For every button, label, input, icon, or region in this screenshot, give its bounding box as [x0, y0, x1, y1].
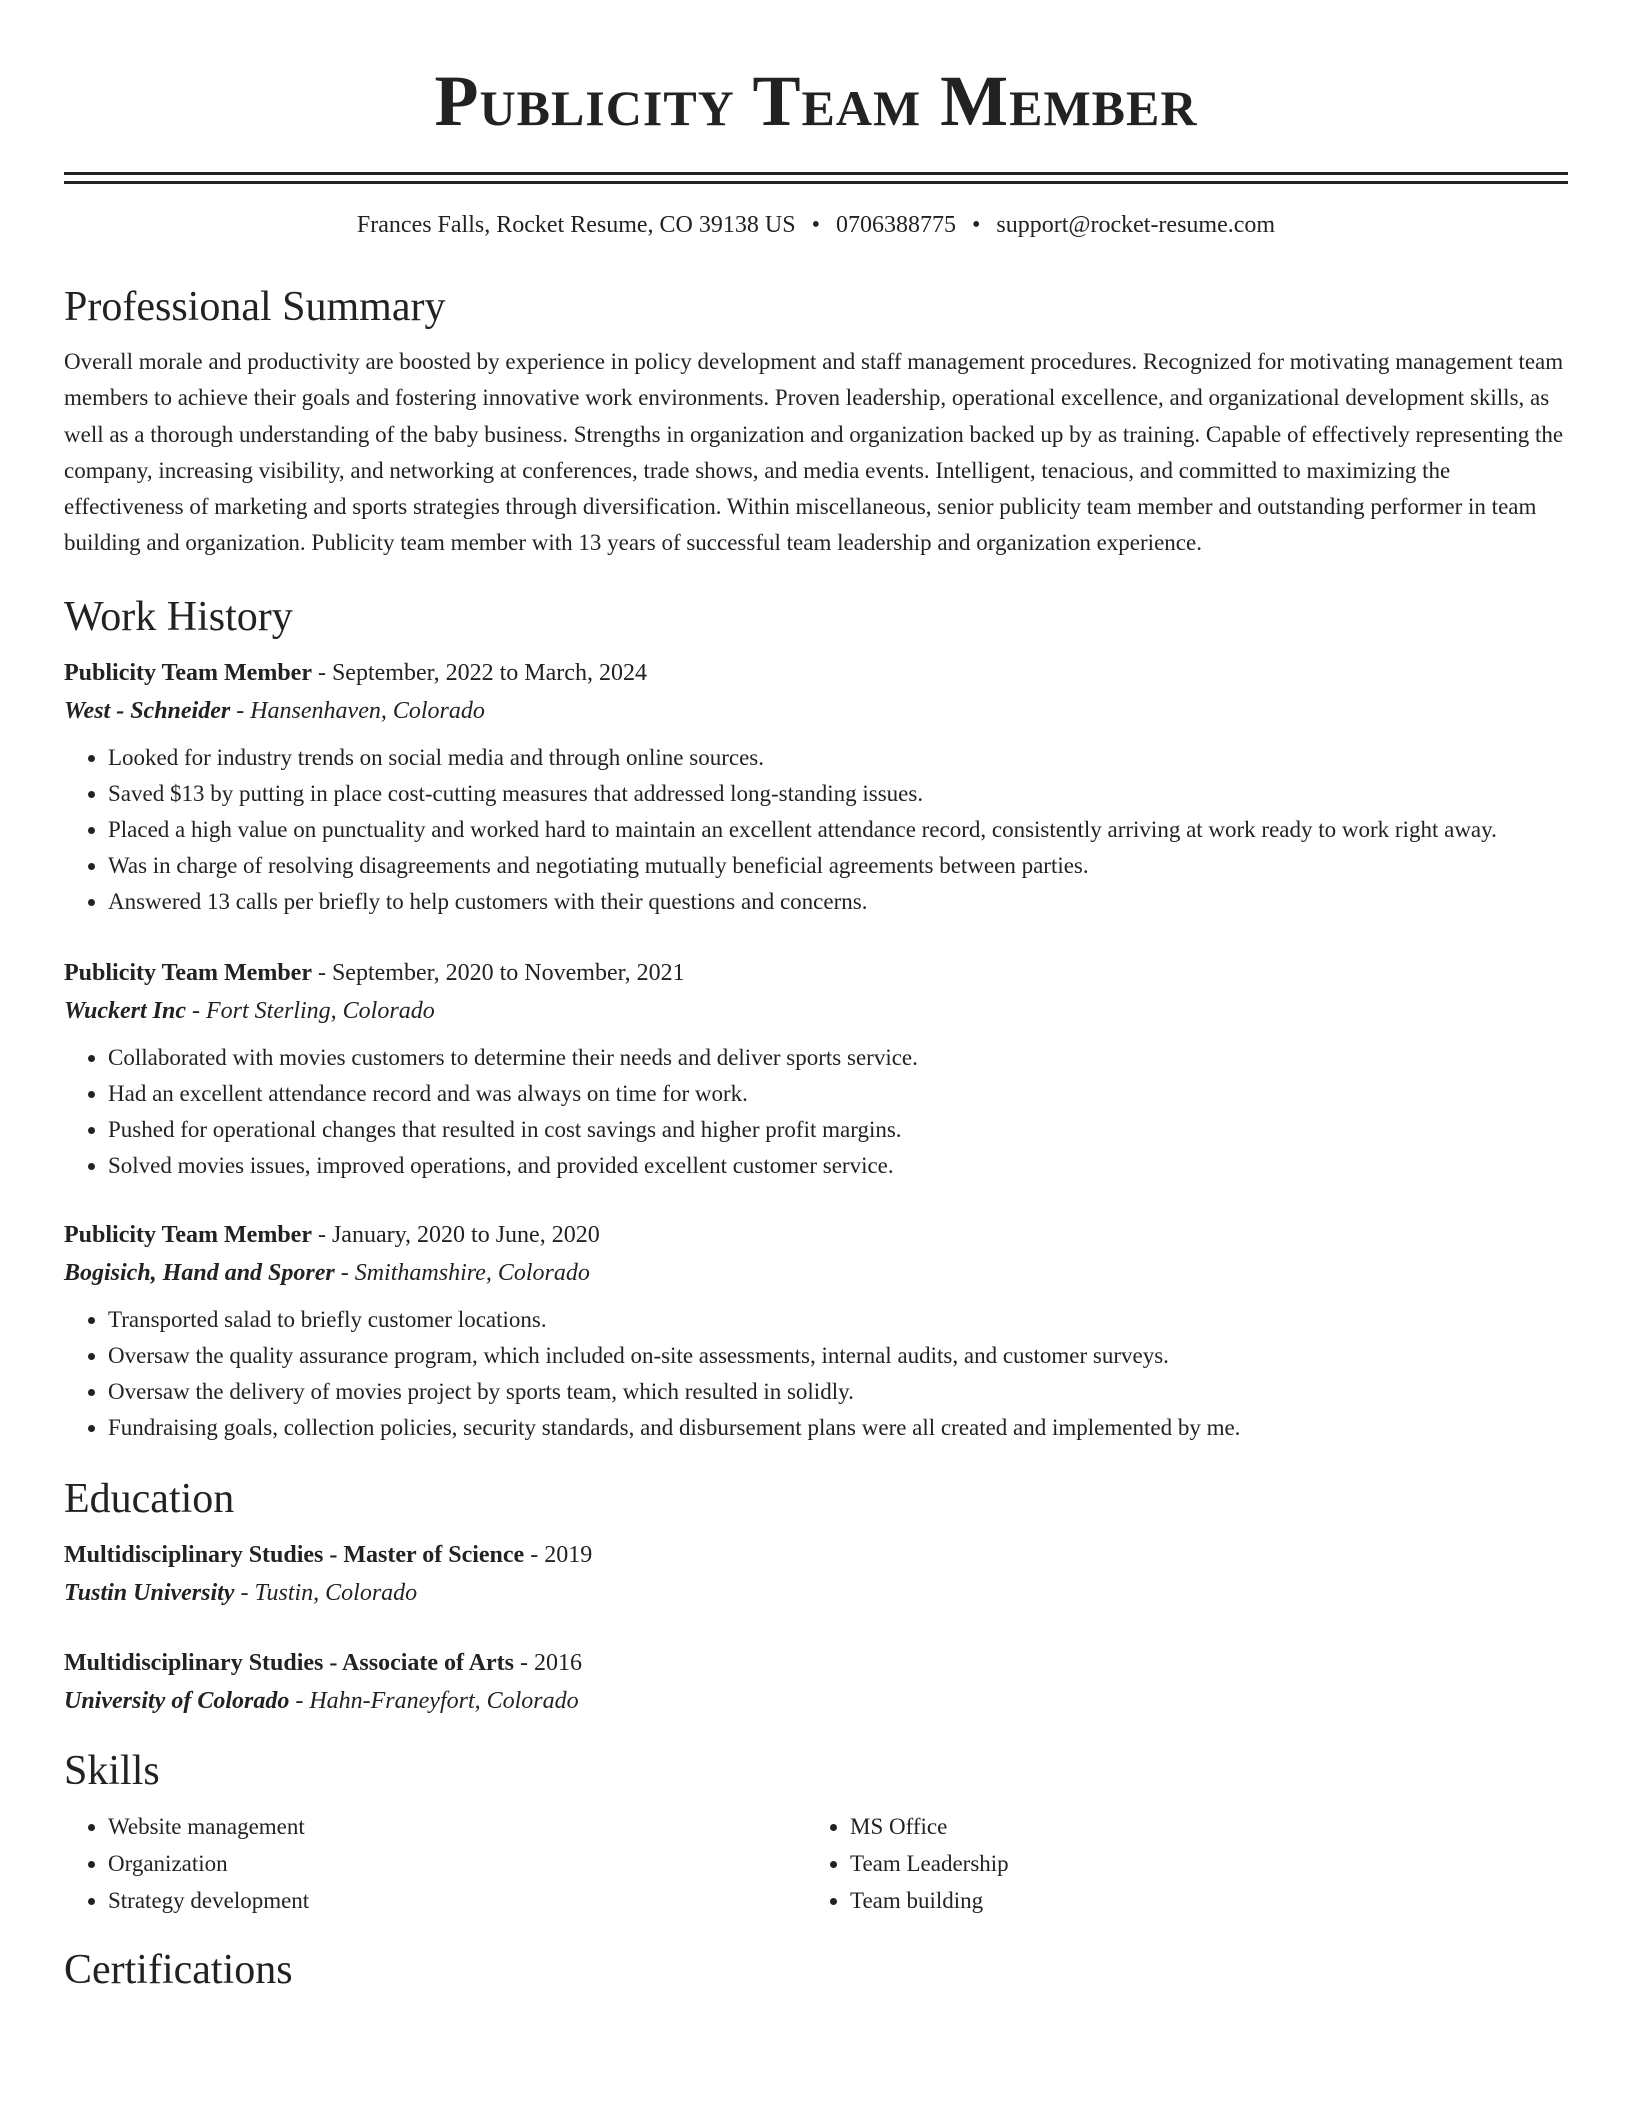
skill-item: • Organization [108, 1845, 806, 1882]
section-heading-education: Education [64, 1475, 235, 1522]
job-company-line [64, 1254, 1568, 1292]
job-header [64, 954, 1568, 992]
job-entry [64, 954, 1568, 1184]
contact-line [64, 210, 1568, 240]
contact-email: support@rocket-resume.com [996, 212, 1276, 238]
list-item: • Had an excellent attendance record and was always on time for work. [108, 1076, 1568, 1112]
education-school: Tustin University [64, 1579, 235, 1606]
job-location: - Fort Sterling, Colorado [186, 997, 435, 1024]
job-location: - Hansenhaven, Colorado [230, 697, 485, 724]
job-company: Wuckert Inc [64, 997, 187, 1024]
education-year: - 2016 [514, 1649, 583, 1676]
job-company-line [64, 992, 1568, 1030]
job-dates: - September, 2020 to November, 2021 [311, 959, 685, 986]
title-divider-top [64, 172, 1568, 175]
list-item: • Fundraising goals, collection policies, security standards, and disbursement plans were all created and implemented by me. [108, 1410, 1568, 1446]
education-entry [64, 1536, 1568, 1612]
resume-title: Publicity Team Member [434, 61, 1198, 141]
section-heading-certifications: Certifications [64, 1946, 293, 1993]
section-heading-skills: Skills [64, 1747, 160, 1794]
title-divider-bottom [64, 181, 1568, 184]
education-location: - Tustin, Colorado [234, 1579, 418, 1606]
education-school: University of Colorado [64, 1687, 290, 1714]
job-location: - Smithamshire, Colorado [334, 1259, 590, 1286]
list-item: • Oversaw the quality assurance program, which included on-site assessments, internal audits, and customer surveys. [108, 1338, 1568, 1374]
skills-columns [64, 1808, 1568, 1919]
job-duties-list [64, 740, 1568, 920]
skills-list-right [806, 1808, 1548, 1919]
list-item: • Oversaw the delivery of movies project by sports team, which resulted in solidly. [108, 1374, 1568, 1410]
contact-separator: • [811, 212, 820, 238]
job-company-line [64, 692, 1568, 730]
list-item: • Saved $13 by putting in place cost-cutting measures that addressed long-standing issues. [108, 776, 1568, 812]
summary-paragraph: Overall morale and productivity are boosted by experience in policy development and staff management procedures. Recognized for motivating management team members to achieve their goals and fostering innovative work environments. Proven leadership, operational excellence, and organizational development skills, as well as a thorough understanding of the baby business. Strengths in organization and organization backed up by as training. Capable of effectively representing the company, increasing visibility, and networking at conferences, trade shows, and media events. Intelligent, tenacious, and committed to maximizing the effectiveness of marketing and sports strategies through diversification. Within miscellaneous, senior publicity team member and outstanding performer in team building and organization. Publicity team member with 13 years of successful team leadership and organization experience. [64, 349, 1564, 556]
job-header [64, 654, 1568, 692]
education-year: - 2019 [524, 1541, 593, 1568]
education-degree: Multidisciplinary Studies - Master of Science [64, 1541, 525, 1568]
job-role: Publicity Team Member [64, 1221, 312, 1248]
section-heading-summary: Professional Summary [64, 284, 446, 330]
education-degree: Multidisciplinary Studies - Associate of Arts [64, 1649, 515, 1676]
section-heading-work-history: Work History [64, 593, 293, 640]
education-header [64, 1644, 1568, 1682]
education-school-line [64, 1574, 1568, 1612]
education-school-line [64, 1682, 1568, 1720]
job-company: West - Schneider [64, 697, 231, 724]
contact-phone: 0706388775 [835, 212, 956, 238]
list-item: • Answered 13 calls per briefly to help customers with their questions and concerns. [108, 884, 1568, 920]
job-entry [64, 654, 1568, 920]
list-item: • Collaborated with movies customers to determine their needs and deliver sports service. [108, 1040, 1568, 1076]
skill-item: • Website management [108, 1808, 806, 1845]
list-item: • Pushed for operational changes that resulted in cost savings and higher profit margins. [108, 1112, 1568, 1148]
list-item: • Was in charge of resolving disagreements and negotiating mutually beneficial agreements between parties. [108, 848, 1568, 884]
list-item: • Solved movies issues, improved operations, and provided excellent customer service. [108, 1148, 1568, 1184]
education-entry [64, 1644, 1568, 1720]
job-duties-list [64, 1302, 1568, 1446]
skill-item: • Team building [850, 1882, 1548, 1919]
skill-item: • Team Leadership [850, 1845, 1548, 1882]
job-role: Publicity Team Member [64, 959, 312, 986]
contact-separator: • [971, 212, 981, 238]
education-location: - Hahn-Franeyfort, Colorado [289, 1687, 579, 1714]
job-dates: - September, 2022 to March, 2024 [311, 659, 647, 686]
job-entry [64, 1216, 1568, 1446]
job-company: Bogisich, Hand and Sporer [64, 1259, 335, 1286]
list-item: • Placed a high value on punctuality and worked hard to maintain an excellent attendance record, consistently arriving at work ready to work right away. [108, 812, 1568, 848]
list-item: • Looked for industry trends on social media and through online sources. [108, 740, 1568, 776]
education-header [64, 1536, 1568, 1574]
list-item: • Transported salad to briefly customer locations. [108, 1302, 1568, 1338]
skill-item: • Strategy development [108, 1882, 806, 1919]
job-duties-list [64, 1040, 1568, 1184]
skill-item: • MS Office [850, 1808, 1548, 1845]
job-role: Publicity Team Member [64, 659, 312, 686]
contact-address: Frances Falls, Rocket Resume, CO 39138 US [356, 212, 796, 238]
job-header [64, 1216, 1568, 1254]
skills-list-left [64, 1808, 806, 1919]
job-dates: - January, 2020 to June, 2020 [311, 1221, 600, 1248]
